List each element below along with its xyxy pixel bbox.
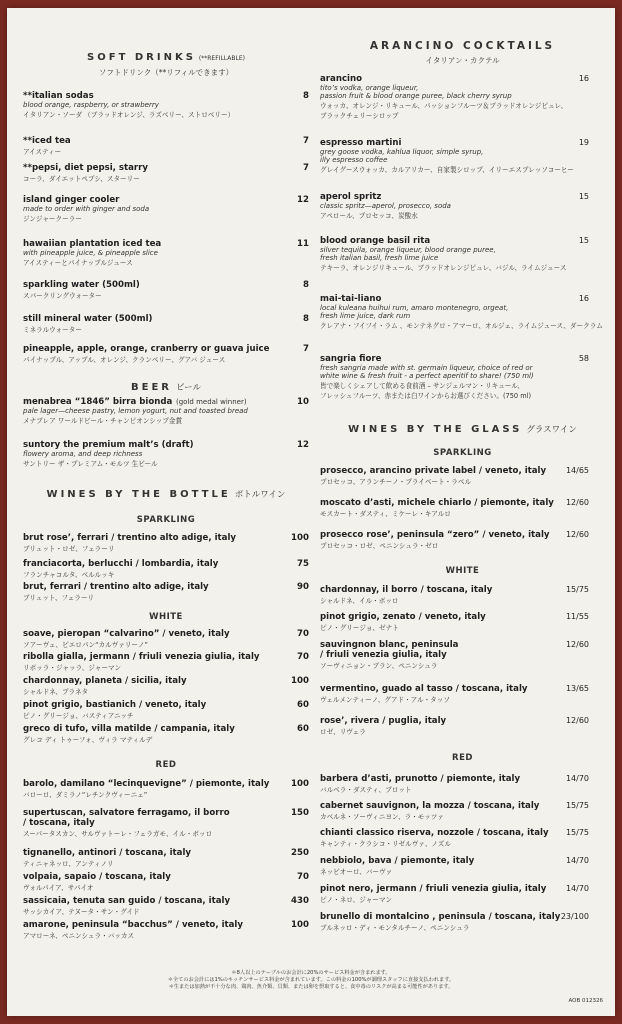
item-description: illy espresso coffee — [320, 156, 388, 164]
item-price: 90 — [297, 582, 309, 592]
footer-notes — [7, 970, 615, 991]
item-name: pineapple, apple, orange, cranberry or guava juice — [23, 344, 270, 354]
item-japanese: ブリュット、フェラーリ — [23, 594, 95, 602]
item-price: 14/70 — [565, 856, 589, 865]
item-name: **iced tea — [23, 136, 71, 146]
menu-item — [23, 533, 309, 553]
item-name: chianti classico riserva, nozzole / toscana, italy — [320, 828, 549, 838]
item-name-continued: / friuli venezia giulia, italy — [320, 650, 447, 660]
menu-item — [320, 716, 605, 736]
menu-code: AOB 012326 — [568, 998, 603, 1004]
item-price: 12 — [297, 440, 309, 450]
footer-line: ＊8人以上のテーブルのお会計に20%のサービス料金が含まれます。 — [231, 970, 391, 976]
item-price: 58 — [578, 354, 589, 363]
item-description: grey goose vodka, kahlua liquor, simple syrup, — [320, 148, 484, 156]
item-price: 8 — [303, 314, 309, 324]
menu-item — [23, 280, 309, 300]
item-price: 7 — [303, 136, 309, 146]
subhead-red: RED — [452, 753, 473, 763]
item-japanese: ヴェルメンティーノ、グアド・アル・タッソ — [320, 696, 450, 704]
item-name: brut rose’, ferrari / trentino alto adige, italy — [23, 533, 237, 543]
item-name: rose’, rivera / puglia, italy — [320, 716, 447, 726]
menu-item — [320, 74, 605, 120]
item-name: ribolla gialla, jermann / friuli venezia giulia, italy — [23, 652, 260, 662]
item-japanese: ヴォルパイア、サパイオ — [23, 884, 94, 892]
menu-item — [320, 236, 605, 272]
menu-item — [23, 779, 309, 799]
menu-item — [320, 192, 605, 220]
item-price: 100 — [291, 533, 309, 543]
item-description: white wine & fresh fruit - a perfect aperitif to share! (750 ml) — [320, 372, 534, 380]
subhead-white: WHITE — [445, 566, 480, 576]
item-japanese: テキーラ、オレンジリキュール、ブラッドオレンジピュレ、バジル、ライムジュース — [320, 264, 567, 272]
section-title-wines-bottle — [23, 488, 309, 500]
item-japanese: アマローネ、ペニンシュラ・バッカス — [23, 932, 135, 940]
menu-item — [23, 559, 309, 579]
menu-item — [23, 136, 309, 156]
item-description: passion fruit & blood orange puree, black cherry syrup — [320, 92, 512, 100]
item-price: 8 — [303, 280, 309, 290]
item-price: 70 — [297, 629, 309, 639]
section-title-text: WINES BY THE GLASS — [348, 424, 523, 435]
menu-item — [23, 195, 309, 223]
item-description: fresh lime juice, dark rum — [320, 312, 411, 320]
menu-item — [23, 314, 309, 334]
menu-item — [23, 848, 309, 868]
footer-line: ＊生または加熱が不十分な肉、鶏肉、魚介類、貝類、または卵を摂取すると、食中毒のリスクが高まる可能性があります。 — [168, 984, 454, 990]
item-name: hawaiian plantation iced tea — [23, 239, 162, 249]
item-name: greco di tufo, villa matilde / campania, italy — [23, 724, 235, 734]
item-price: 75 — [297, 559, 309, 569]
item-price: 15/75 — [565, 801, 589, 810]
item-price: 7 — [303, 344, 309, 354]
item-name: chardonnay, il borro / toscana, italy — [320, 585, 493, 595]
item-name: moscato d’asti, michele chiarlo / piemonte, italy — [320, 498, 554, 508]
item-price: 12/60 — [565, 640, 589, 649]
item-price: 15 — [578, 236, 589, 245]
menu-item — [320, 884, 605, 904]
item-name: mai-tai-liano — [320, 294, 382, 304]
item-price: 12/60 — [565, 498, 589, 507]
footer-line: ＊全てのお会計には1%のキッチンサービス料金が含まれています。この料金の100%が調理スタッフに直接支払われます。 — [167, 977, 455, 983]
item-japanese: フレッシュフルーツ、赤または白ワインからお選びください。(750 ml) — [320, 392, 532, 400]
menu-item — [23, 808, 309, 838]
item-price: 23/100 — [560, 912, 589, 921]
item-name: sauvingnon blanc, peninsula — [320, 640, 459, 650]
menu-item — [320, 294, 605, 330]
item-name: suntory the premium malt’s (draft) — [23, 440, 194, 450]
item-description: pale lager—cheese pastry, lemon yogurt, nut and toasted bread — [23, 407, 248, 415]
item-name: blood orange basil rita — [320, 236, 431, 246]
item-price: 70 — [297, 872, 309, 882]
menu-item — [320, 354, 605, 400]
section-title-note: (**REFILLABLE) — [198, 55, 245, 62]
item-japanese: イタリアン・ソーダ （ブラッドオレンジ、ラズベリー、ストロベリー） — [23, 111, 235, 119]
section-title-jp: ビール — [175, 383, 201, 393]
menu-item — [23, 724, 309, 744]
item-name: amarone, peninsula “bacchus” / veneto, italy — [23, 920, 243, 930]
item-price: 15 — [578, 192, 589, 201]
item-japanese: モスカート・ダスティ、ミケーレ・キアルロ — [320, 510, 451, 518]
section-subtitle-jp: イタリアン・カクテル — [425, 56, 500, 65]
item-name: prosecco rose’, peninsula “zero” / veneto, italy — [320, 530, 550, 540]
item-japanese: ピノ・ネロ、ジャーマン — [320, 896, 393, 904]
item-name: franciacorta, berlucchi / lombardia, italy — [23, 559, 219, 569]
item-name: sangria fiore — [320, 354, 382, 364]
item-price: 60 — [297, 724, 309, 734]
item-japanese: ソーヴィニョン・ブラン、ペニンシュラ — [320, 662, 438, 670]
item-price: 16 — [578, 74, 589, 83]
item-japanese: アイスティー — [23, 148, 62, 156]
menu-item — [320, 138, 605, 174]
menu-item — [23, 700, 309, 720]
menu-item — [23, 872, 309, 892]
item-price: 10 — [297, 397, 309, 407]
item-price: 430 — [291, 896, 309, 906]
item-name: brut, ferrari / trentino alto adige, italy — [23, 582, 209, 592]
item-price: 100 — [291, 920, 309, 930]
section-title-soft-drinks — [23, 52, 309, 63]
menu-item — [320, 466, 605, 486]
item-name: chardonnay, planeta / sicilia, italy — [23, 676, 187, 686]
item-name: pinot grigio, bastianich / veneto, italy — [23, 700, 207, 710]
item-name: pinot nero, jermann / friuli venezia giulia, italy — [320, 884, 547, 894]
section-title-cocktails: ARANCINO COCKTAILS — [369, 40, 556, 52]
item-description: tito’s vodka, orange liqueur, — [320, 84, 419, 92]
item-description: with pineapple juice, & pineapple slice — [23, 249, 158, 257]
menu-item — [23, 91, 309, 119]
item-price: 250 — [291, 848, 309, 858]
section-title-text: BEER — [131, 382, 172, 393]
item-description: made to order with ginger and soda — [23, 205, 150, 213]
menu-item — [23, 344, 309, 364]
item-price: 14/70 — [565, 774, 589, 783]
item-japanese: バルベラ・ダスティ、プロット — [320, 786, 412, 794]
item-japanese: パイナップル、アップル、オレンジ、クランベリー、グアバ ジュース — [23, 356, 226, 364]
menu-item — [320, 612, 605, 632]
item-japanese: スパークリングウォーター — [23, 292, 102, 300]
item-price: 12/60 — [565, 530, 589, 539]
item-japanese: ブルネッロ・ディ・モンタルチーノ、ペニンシュラ — [320, 924, 470, 932]
item-japanese: アペロール、プロセッコ、炭酸水 — [320, 212, 418, 220]
item-japanese: アイスティーとパイナップルジュース — [23, 259, 133, 267]
item-japanese: ソアーヴェ、ピエロパン“カルヴァリーノ” — [23, 641, 148, 649]
item-description: silver tequila, orange liqueur, blood orange puree, — [320, 246, 496, 254]
item-japanese: プロセッコ、アランチーノ・プライベート・ラベル — [320, 478, 472, 486]
item-japanese: グレコ ディ トゥーフォ、ヴィラ マティルデ — [23, 736, 153, 744]
item-name: aperol spritz — [320, 192, 382, 202]
item-name: barbera d’asti, prunotto / piemonte, italy — [320, 774, 521, 784]
item-name: still mineral water (500ml) — [23, 314, 153, 324]
item-name: nebbiolo, bava / piemonte, italy — [320, 856, 475, 866]
subhead-white: WHITE — [149, 612, 183, 622]
item-japanese: ブリュット・ロゼ、フェラーリ — [23, 545, 115, 553]
item-price: 7 — [303, 163, 309, 173]
item-price: 15/75 — [565, 828, 589, 837]
item-price: 150 — [291, 808, 309, 818]
item-name: volpaia, sapaio / toscana, italy — [23, 872, 171, 882]
menu-page — [7, 8, 615, 1016]
item-japanese: ロゼ、リヴェラ — [320, 728, 366, 736]
item-japanese: ミネラルウォーター — [23, 326, 82, 334]
item-price: 100 — [291, 779, 309, 789]
item-japanese: サントリー ザ・プレミアム・モルツ 生ビール — [23, 460, 158, 468]
item-japanese: リボッラ・ジャッラ、ジャーマン — [23, 664, 122, 672]
subhead-sparkling: SPARKLING — [136, 515, 196, 525]
item-japanese: プロセッコ・ロゼ、ペニンシュラ・ゼロ — [320, 542, 439, 550]
section-title-jp: グラスワイン — [526, 425, 577, 435]
section-title-wines-glass — [320, 423, 605, 435]
section-title-text: SOFT DRINKS — [87, 52, 196, 63]
item-price: 12 — [297, 195, 309, 205]
item-price: 14/65 — [565, 466, 589, 475]
menu-item — [320, 912, 605, 932]
item-japanese: カベルネ・ソーヴィニヨン、ラ・モッツァ — [320, 813, 444, 821]
item-name: **italian sodas — [23, 91, 94, 101]
item-japanese: ピノ・グリージョ、ゼナト — [320, 624, 399, 632]
item-japanese: コーラ、ダイエットペプシ、スターリー — [23, 175, 140, 183]
item-price: 12/60 — [565, 716, 589, 725]
item-price: 16 — [578, 294, 589, 303]
item-japanese: ウォッカ、オレンジ・リキュール、パッションフルーツ＆ブラッドオレンジピュレ、 — [320, 102, 568, 110]
menu-item — [23, 629, 309, 649]
section-title-text: WINES BY THE BOTTLE — [46, 489, 231, 500]
menu-item — [320, 640, 605, 670]
item-name-note: (gold medal winner) — [176, 398, 247, 406]
item-japanese: クレアナ・フイフイ・ラム 、モンテネグロ・アマーロ、オルジェ、ライムジュース、ダークラム — [320, 322, 603, 330]
item-price: 15/75 — [565, 585, 589, 594]
item-price: 100 — [291, 676, 309, 686]
item-japanese: ネッビオーロ、バーヴァ — [320, 868, 393, 876]
item-japanese: ジンジャークーラー — [23, 215, 82, 223]
item-name: barolo, damilano “lecinquevigne” / piemonte, italy — [23, 779, 270, 789]
item-description: fresh sangria made with st. germain liqueur, choice of red or — [320, 364, 533, 372]
subhead-sparkling: SPARKLING — [433, 448, 492, 458]
item-price: 70 — [297, 652, 309, 662]
item-name: island ginger cooler — [23, 195, 120, 205]
menu-item — [320, 530, 605, 550]
menu-item — [320, 828, 605, 848]
item-japanese: バローロ、ダミラノ“レチンクヴィーニェ” — [23, 791, 148, 799]
section-title-beer — [23, 381, 309, 393]
menu-item — [320, 498, 605, 518]
item-japanese: グレイグースウォッカ、カルアリカー、自家製シロップ、イリーエスプレッソコーヒー — [320, 166, 574, 174]
menu-item — [23, 676, 309, 696]
menu-item — [23, 920, 309, 940]
menu-item — [320, 774, 605, 794]
section-title-jp: ボトルワイン — [234, 490, 286, 500]
item-name: sparkling water (500ml) — [23, 280, 140, 290]
item-price: 8 — [303, 91, 309, 101]
item-description: classic spritz—aperol, prosecco, soda — [320, 202, 451, 210]
item-japanese: スーパータスカン、サルヴァトーレ・フェラガモ、イル・ボッロ — [23, 830, 213, 838]
item-japanese: ブラックチェリーシロップ — [320, 112, 399, 120]
section-subtitle-jp: ソフトドリンク（**リフィルできます） — [98, 68, 234, 77]
item-price: 13/65 — [565, 684, 589, 693]
item-japanese: 皆で楽しくシェアして飲める食前酒 – サンジェルマン・リキュール、 — [320, 382, 524, 390]
menu-item — [23, 239, 309, 267]
subhead-red: RED — [155, 760, 177, 770]
item-price: 14/70 — [565, 884, 589, 893]
item-japanese: サッシカイア、テヌータ・サン・グイド — [23, 908, 140, 916]
item-name: pinot grigio, zenato / veneto, italy — [320, 612, 486, 622]
item-name: supertuscan, salvatore ferragamo, il borro — [23, 808, 230, 818]
item-japanese: シャルドネ、イル・ボッロ — [320, 597, 399, 605]
item-japanese: キャンティ・クラシコ・リゼルヴァ、ノズル — [320, 840, 451, 848]
item-name: brunello di montalcino , peninsula / toscana, italy — [320, 912, 561, 922]
menu-item — [23, 582, 309, 602]
item-name: tignanello, antinori / toscana, italy — [23, 848, 192, 858]
item-name: prosecco, arancino private label / veneto, italy — [320, 466, 547, 476]
menu-item — [320, 801, 605, 821]
menu-item — [320, 684, 605, 704]
item-name: menabrea “1846” birra bionda — [23, 397, 173, 407]
menu-item — [23, 163, 309, 183]
item-description: flowery aroma, and deep richness — [23, 450, 143, 458]
menu-item — [23, 896, 309, 916]
item-price: 60 — [297, 700, 309, 710]
item-japanese: シャルドネ、プラネタ — [23, 688, 89, 696]
item-japanese: フランチャコルタ、ベルルッキ — [23, 571, 115, 579]
item-name: espresso martini — [320, 138, 402, 148]
menu-item — [23, 652, 309, 672]
item-japanese: メナブレア ワールドビール・チャンピオンシップ金賞 — [23, 417, 183, 425]
item-price: 19 — [578, 138, 589, 147]
menu-item — [320, 856, 605, 876]
item-name: soave, pieropan “calvarino” / veneto, italy — [23, 629, 230, 639]
menu-item — [23, 397, 309, 425]
item-name: vermentino, guado al tasso / toscana, italy — [320, 684, 528, 694]
item-price: 11 — [297, 239, 309, 249]
item-japanese: ピノ・グリージョ、バスティアニッチ — [23, 712, 134, 720]
item-name: **pepsi, diet pepsi, starry — [23, 163, 149, 173]
menu-item — [320, 585, 605, 605]
item-price: 11/55 — [565, 612, 589, 621]
item-name: arancino — [320, 74, 363, 84]
item-japanese: ティニャネッロ、アンティノリ — [23, 860, 114, 868]
item-name-continued: / toscana, italy — [23, 818, 95, 828]
item-description: blood orange, raspberry, or strawberry — [23, 101, 159, 109]
menu-item — [23, 440, 309, 468]
item-name: cabernet sauvignon, la mozza / toscana, italy — [320, 801, 540, 811]
item-description: local kuleana huihui rum, amaro montenegro, orgeat, — [320, 304, 509, 312]
item-name: sassicaia, tenuta san guido / toscana, italy — [23, 896, 231, 906]
item-description: fresh italian basil, fresh lime juice — [320, 254, 439, 262]
